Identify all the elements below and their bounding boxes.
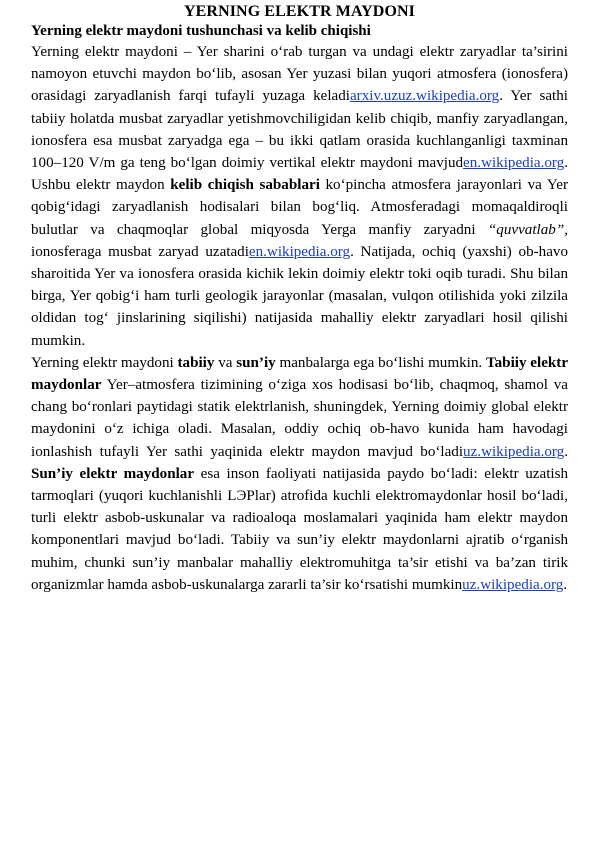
source-link-en-wikipedia-1[interactable]: en.wikipedia.org: [463, 155, 565, 172]
p2-text-4: Yer–atmosfera tizimining o‘ziga xos hodisasi bo‘lib, chaqmoq, shamol va chang bo‘ronlari paytidagi statik elektrlanish, shuningdek, Yerning doimiy global elektr maydonini o‘z ichiga oladi. Masalan, oddiy ochiq ob-havo kunida ham havodagi ionlashish tufayli Yer sathi yaqinida elektr maydon mavjud bo‘ladi: [31, 377, 568, 460]
source-link-uz-wikipedia-2[interactable]: uz.wikipedia.org: [462, 576, 564, 593]
source-link-uz-wikipedia-1[interactable]: uz.wikipedia.org: [463, 443, 565, 460]
p2-text-6: esa inson faoliyati natijasida paydo bo‘ladi: elektr uzatish tarmoqlari (yuqori kuchlanishli LЭPlar) atrofida kuchli elektromaydonlar hosil bo‘ladi, turli elektr asbob-uskunalar va radioaloqa moslamalari yaqinida ham elektr maydon komponentlari mavjud bo‘ladi. Tabiiy va sun’iy elektr maydonlarni ajratib o‘rganish muhim, chunki sun’iy manbalar mahalliy elektromuhitga ta’sir etishi va ba’zan tirik organizmlar hamda asbob-uskunalarga zararli ta’sir ko‘rsatishi mumkin: [31, 465, 568, 593]
section-heading: Yerning elektr maydoni tushunchasi va kelib chiqishi: [31, 23, 371, 39]
paragraph-2: [31, 352, 568, 596]
p1-text-1: Yerning elektr maydoni – Yer sharini o‘rab turgan va undagi elektr zaryadlar ta’sirini namoyon etuvchi maydon bo‘lib, asosan Yer yuzasi bilan yuqori atmosfera (ionosfera) orasidagi zaryadlanish farqi tufayli yuzaga keladi: [31, 44, 568, 105]
p1-text-2: . Yer sathi tabiiy holatda musbat zaryadlar yetishmovchiligidan kelib chiqib, manfiy zaryadlangan, ionosfera esa musbat zaryadga ega – bu ikki qatlam orasida kuchlanganligi taxminan 100–120 V/m ga teng bo‘lgan doimiy vertikal elektr maydoni mavjud: [31, 88, 568, 172]
p2-text-5: .: [564, 443, 568, 460]
p1-text-4: ko‘pincha atmosfera jarayonlari va Yer qobig‘idagi zaryadlanish hodisalari bilan bog‘liq. Atmosferadagi momaqaldiroqli bulutlar va chaqmoqlar global miqyosda Yerga manfiy zaryadni: [31, 177, 568, 238]
p2-text-7: .: [563, 576, 568, 593]
source-link-arxiv[interactable]: arxiv.uzuz.wikipedia.org: [349, 88, 500, 105]
p1-italic-quote: “quvvatlab”: [487, 221, 565, 238]
p2-bold-artificial: sun’iy: [236, 354, 276, 371]
p2-bold-natural-fields: Tabiiy elektr maydonlar: [31, 354, 569, 394]
p2-bold-natural: tabiiy: [177, 354, 215, 371]
source-link-en-wikipedia-2[interactable]: en.wikipedia.org: [248, 243, 351, 260]
p1-text-6: . Natijada, ochiq (yaxshi) ob-havo sharoitida Yer va ionosfera orasida kichik lekin doimiy elektr toki oqib turadi. Shu bilan birga, Yer qobig‘i ham turli geologik jarayonlar (masalan, vulqon otilishida yoki zilzila oldidan tog‘ jinslarining siqilishi) natijasida mahalliy elektr zaryadlari hosil qilishi mumkin.: [31, 243, 568, 349]
p2-bold-artificial-fields: Sun’iy elektr maydonlar: [31, 465, 195, 482]
p1-text-3: . Ushbu elektr maydon: [31, 155, 568, 194]
page-title: YERNING ELEKTR MAYDONI: [184, 3, 415, 20]
p2-text-3: manbalarga ega bo‘lishi mumkin.: [275, 354, 486, 371]
p2-text-2: va: [214, 354, 237, 371]
p1-bold-causes: kelib chiqish sabablari: [170, 177, 320, 194]
p1-text-5: , ionosferaga musbat zaryad uzatadi: [31, 221, 568, 260]
paragraph-1: [31, 41, 568, 352]
p2-text-1: Yerning elektr maydoni: [31, 354, 178, 371]
